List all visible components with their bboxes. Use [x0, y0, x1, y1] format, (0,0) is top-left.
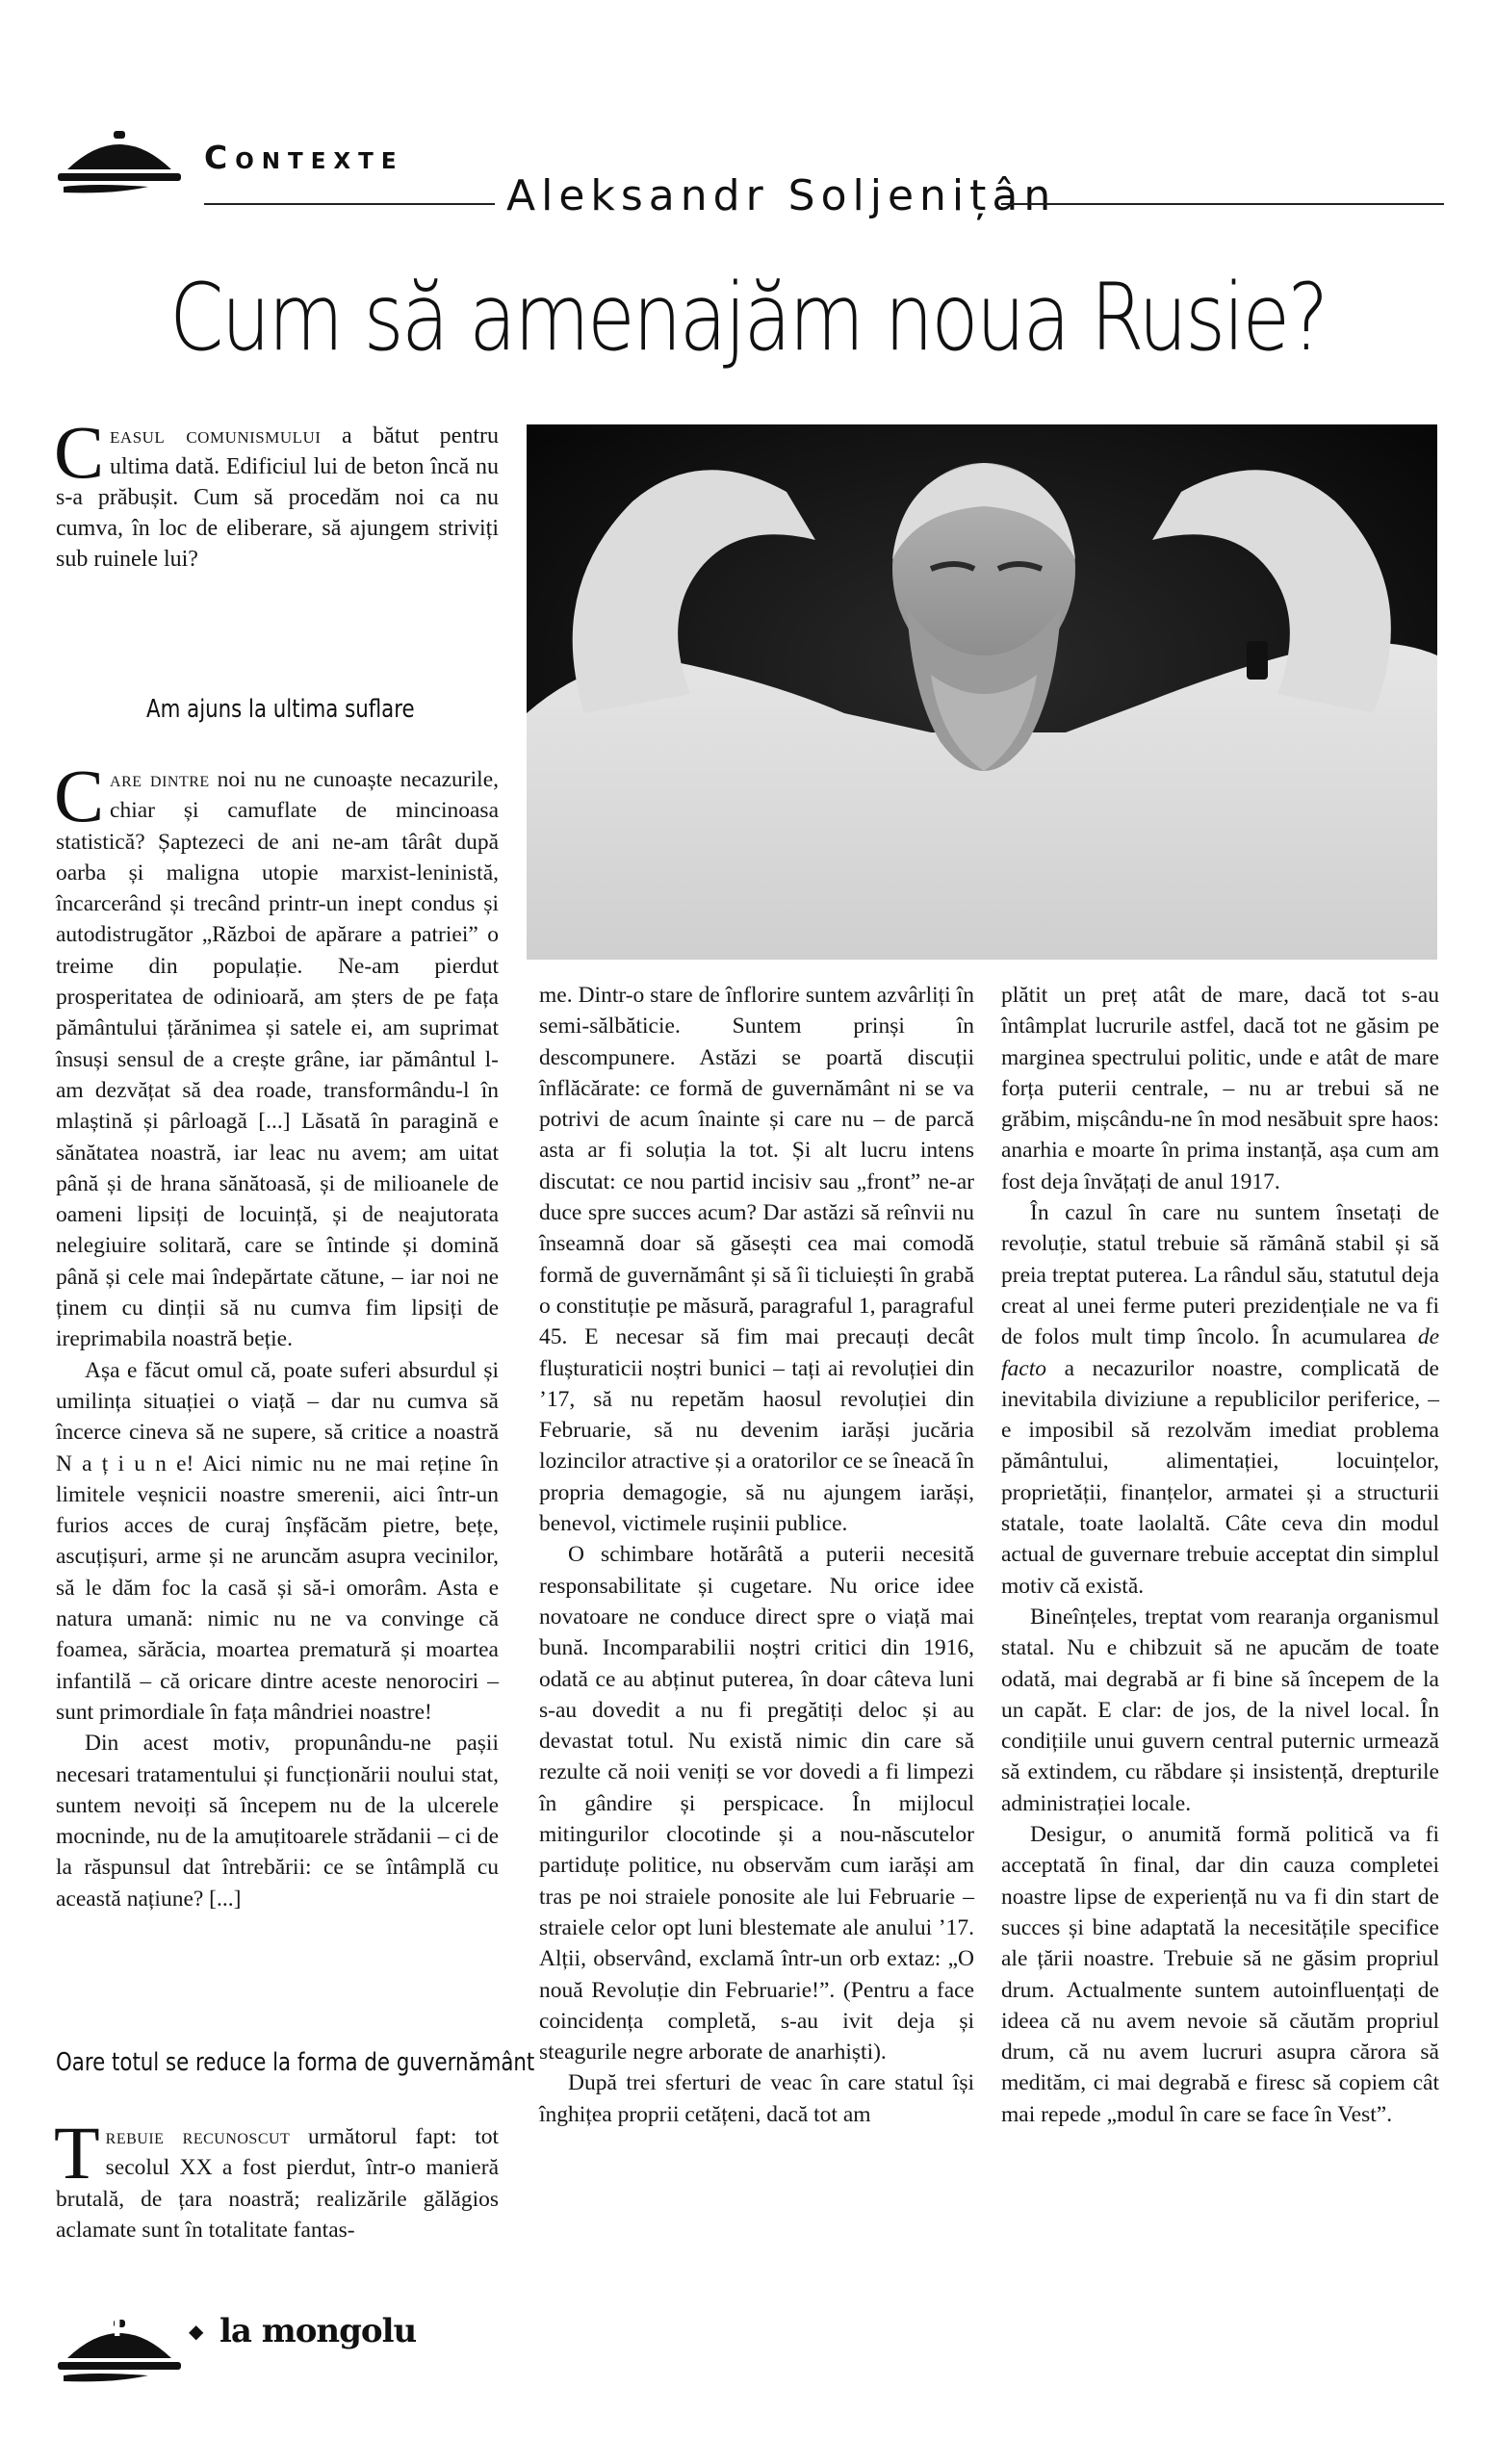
lede-text: a bătut pentru ultima dată. Edificiul lui de beton încă nu s-a prăbușit. Cum să procedăm noi ca nu cumva, în loc de eliberare, să ajungem striviți sub ruinele lui?	[56, 424, 499, 572]
column-1	[54, 754, 499, 1914]
subheading: Am ajuns la ultima suflare	[146, 695, 415, 724]
emphasis: de facto	[1001, 1324, 1439, 1381]
portrait-photo	[527, 424, 1437, 960]
paragraph: Bineînțeles, treptat vom rearanja organismul statal. Nu e chibzuit să ne apucăm de toate odată, mai degrabă ar fi bine să începem de la un capăt. E clar: de jos, de la nivel local. În condițiile unui guvern central puternic urmează să extindem, cu răbdare și insistență, drepturile administrației locale.	[1001, 1604, 1439, 1816]
header-rule-right	[1001, 203, 1444, 205]
column-1-bottom	[54, 2111, 500, 2246]
paragraph: me. Dintr-o stare de înflorire suntem azvârliți în semi-sălbăticie. Suntem prinși în descompunere. Astăzi se poartă discuții înflăcărate: ce formă de guvernământ ni se va potrivi de acum înainte și care nu – de parcă asta ar fi soluția la tot. Și alt lucru intens discutat: ce nou partid incisiv sau „front” ne-ar duce spre succes acum? Dar astăzi să reînvii nu înseamnă doar să găsești cea mai comodă formă de guvernământ și să îi ticluiești în grabă o constituție pe măsură, paragraful 1, paragraful 45. E necesar să fim mai precauți decât flușturaticii noștri bunici – tați ai revoluției din ’17, să nu repetăm haosul revoluției din Februarie, să nu devenim iarăși jucăria lozincilor atractive și a oratorilor ce se îneacă în propria demagogie, să nu ajungem iarăși, benevol, victimele rușinii publice.	[539, 983, 974, 1537]
paragraph	[1001, 1197, 1439, 1602]
article-title: Cum să amenajăm noua Rusie?	[169, 264, 1327, 372]
subheading: Oare totul se reduce la forma de guvernământ	[56, 2048, 535, 2077]
paragraph-text: noi nu ne cunoaște necazurile, chiar și camuflate de mincinoasa statistică? Șaptezeci de ani ne-am târât după oarba și maligna utopie marxist-leninistă, încarcerând și trecând printr-un inept condus și autodistrugător „Război de apărare a patriei” o treime din populație. Ne-am pierdut prosperitatea de odinioară, am șters de pe fața pământului țărănimea și satele ei, am suprimat însuși sensul de a crește grâne, iar pământul l-am dezvățat să dea roade, transformându-l în mlaștină și pârloagă [...] Lăsată în paragină e sănătatea noastră, iar leac nu avem; am uitat până și de hrana sănătoasă, și de milioanele de oameni lipsiți de locuință, și de neajutorata nelegiuire solitară, care se întinde și domină până și cele mai îndepărtate cătune, – iar noi ne ținem cu dinții să nu cumva fim lipsiți de ireprimabila noastră beție.	[56, 767, 499, 1352]
cloche-icon	[56, 123, 183, 200]
paragraph-text: În cazul în care nu suntem însetați de revoluție, statul trebuie să rămână stabil și să preia treptat puterea. La rândul său, statutul deja creat al unei ferme puteri prezidențiale ne va fi de folos mult timp încolo. În acumularea	[1001, 1200, 1439, 1350]
paragraph: Din acest motiv, propunându-ne pașii necesari tratamentului și funcționării noului stat, suntem nevoiți să începem nu de la ulcerele mocninde, nu de la amuțitoarele strădanii – ci de la răspunsul dat întrebării: ce se întâmplă cu această națiune? [...]	[56, 1731, 499, 1912]
column-2	[539, 980, 974, 2130]
paragraph: Desigur, o anumită formă politică va fi acceptată în final, dar din cauza completei noastre lipse de experiență nu va fi din start de succes și bine adaptată la necesitățile specifice ale țării noastre. Trebuie să ne găsim propriul drum. Actualmente suntem autoinfluențați de ideea că nu avem nevoie să căutăm propriul drum, că nu avem lucruri asupra cărora să medităm, ci mai degrabă e firesc să copiem cât mai repede „modul în care se face în Vest”.	[1001, 1822, 1439, 2127]
paragraph-text: a necazurilor noastre, complicată de inevitabila diviziune a republicilor periferice, – e imposibil să rezolvăm imediat problema pământului, alimentației, locuințelor, proprietății, finanțelor, armatei și a structurii statale, toate laolaltă. Câte ceva din modul actual de guvernare trebuie acceptat din simplul motiv că există.	[1001, 1355, 1439, 1599]
section-label: Contexte	[204, 139, 404, 176]
paragraph: Așa e făcut omul că, poate suferi absurdul și umilința situației o viață – dar nu cumva să încerce cineva să ne supere, să critice a noastră N a ț i u n e! Aici nimic nu ne mai reține în limitele veșnicii noastre smerenii, aici într-un furios acces de curaj înșfăcăm pietre, bețe, ascuțișuri, arme și ne aruncăm asupra vecinilor, să le dăm foc la casă și să-i omorâm. Asta e natura umană: nimic nu ne va convinge că foamea, sărăcia, moartea prematură și moartea infantilă – că oricare dintre aceste nenorociri – sunt primordiale în fața mândriei noastre!	[56, 1357, 499, 1725]
header-rule-left	[204, 203, 495, 205]
paragraph-smallcaps: rebuie recunoscut	[105, 2124, 291, 2149]
author-name: Aleksandr Soljenițân	[506, 171, 1057, 220]
paragraph-text: următorul fapt: tot secolul XX a fost pierdut, într-o manieră brutală, de țara noastră; realizările gălăgios aclamate sunt în totalitate fantas-	[56, 2124, 500, 2243]
paragraph-smallcaps: are dintre	[110, 767, 210, 792]
diamond-icon: ◆	[189, 2322, 204, 2343]
paragraph: O schimbare hotărâtă a puterii necesită responsabilitate și cugetare. Nu orice idee novatoare ne conduce direct spre o viață mai bună. Incomparabilii noștri critici din 1916, odată ce au abținut puterea, în doar câteva luni s-au dovedit a nu fi pregătiți deloc și au devastat totul. Nu există nimic din care să rezulte că noii veniți se vor dovedi a fi limpezi în gândire și perspicace. În mijlocul mitingurilor clocotinde și a nou-născutelor partiduțe politice, nu observăm cum iarăși am tras pe noi straiele ponosite ale lui Februarie – straiele celor opt luni blestemate ale anului ’17. Alții, observând, exclamă într-un orb extaz: „O nouă Revoluție din Februarie!”. (Pentru a face coincidența completă, s-au ivit deja și steagurile negre arborate de anarhiști).	[539, 1542, 974, 2066]
dropcap: C	[54, 410, 105, 494]
paragraph	[54, 2111, 500, 2246]
paragraph: plătit un preț atât de mare, dacă tot s-au întâmplat lucrurile astfel, dacă tot ne găsim pe marginea spectrului politic, unde e atât de mare forța puterii centrale, – nu ar trebui să ne grăbim, mișcându-ne în mod nesăbuit spre haos: anarhia e moarte în prima instanță, așa cum am fost deja învățați de anul 1917.	[1001, 983, 1439, 1194]
article-lede	[54, 410, 499, 575]
lede-smallcaps: easul comunismului	[110, 424, 322, 449]
publication-logo: la mongolu	[219, 2312, 417, 2350]
page-number: 4	[104, 2310, 124, 2344]
dropcap: T	[54, 2111, 100, 2194]
dropcap: C	[54, 754, 105, 837]
column-3	[1001, 980, 1439, 2130]
paragraph: După trei sferturi de veac în care statul își înghițea proprii cetățeni, dacă tot am	[539, 2070, 974, 2127]
paragraph	[54, 754, 499, 1355]
